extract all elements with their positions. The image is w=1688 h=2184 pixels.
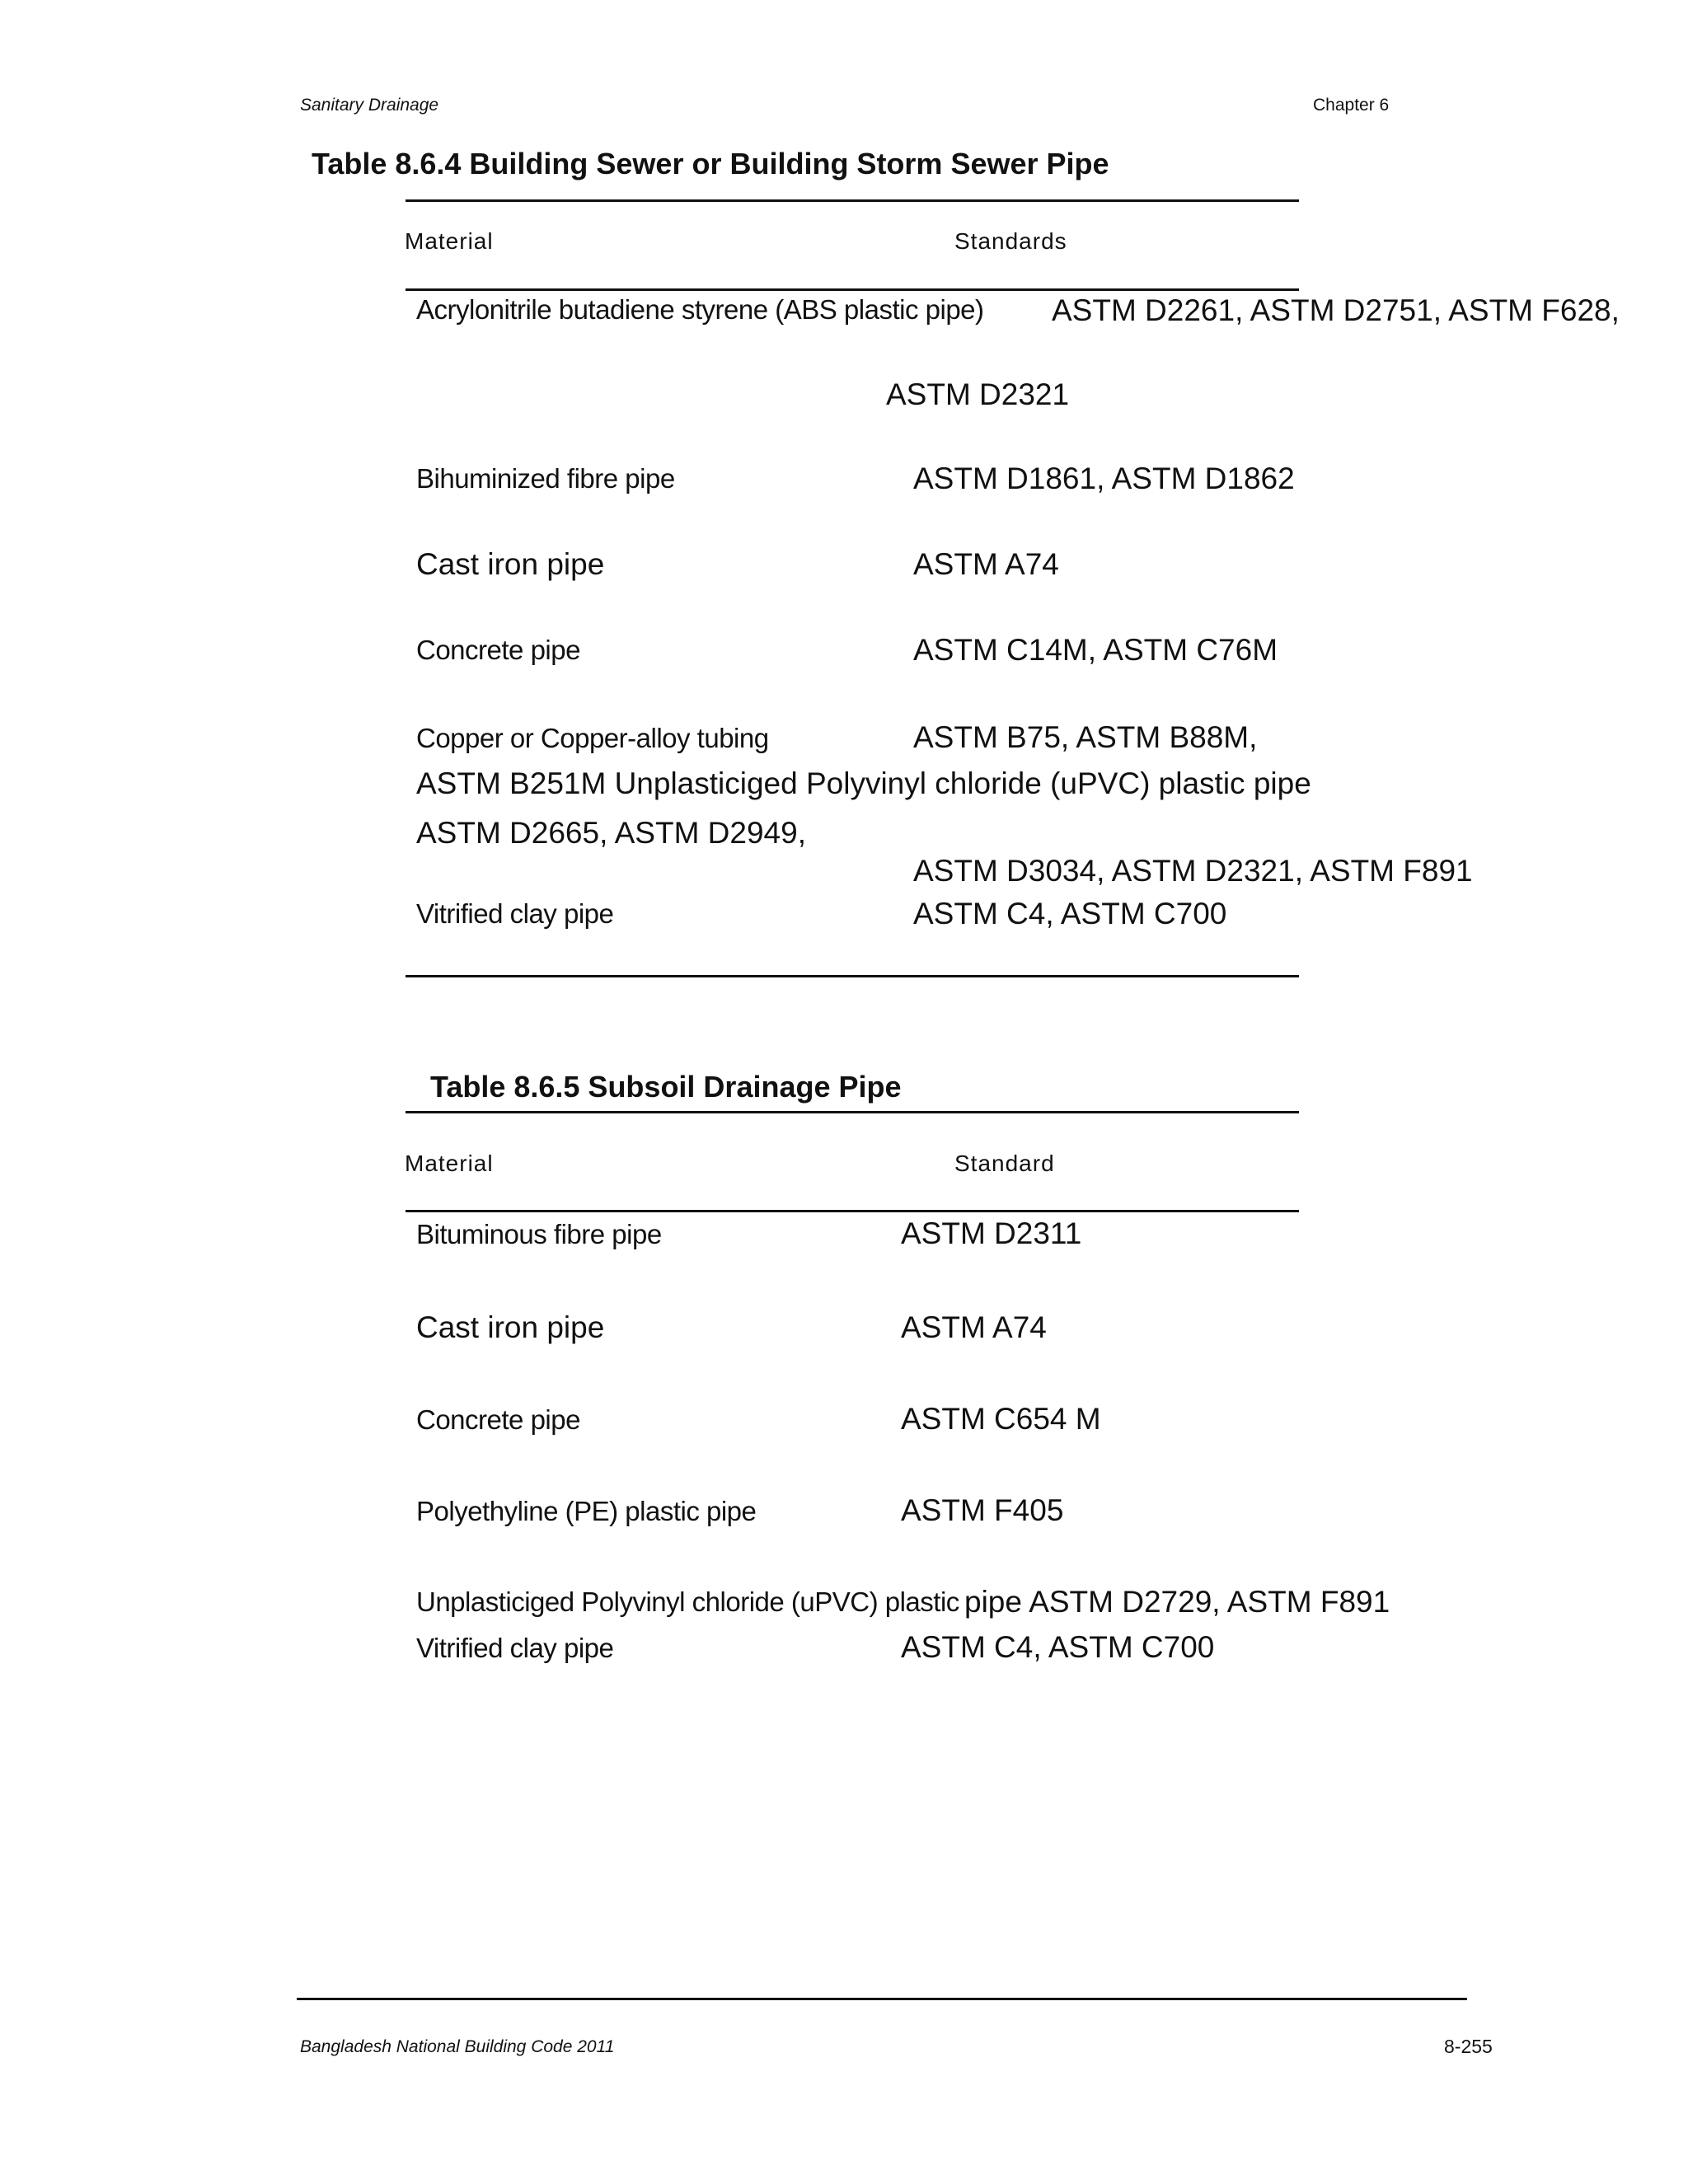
- column-header-material: Material: [405, 228, 494, 254]
- standards-cell: ASTM C4, ASTM C700: [913, 897, 1227, 930]
- standard-cell: ASTM C4, ASTM C700: [901, 1630, 1215, 1664]
- table-title: Table 8.6.4 Building Sewer or Building Storm Sewer Pipe: [312, 147, 1109, 180]
- running-header-section: Sanitary Drainage: [300, 96, 439, 115]
- standard-cell: ASTM F405: [901, 1493, 1064, 1527]
- table-title: Table 8.6.5 Subsoil Drainage Pipe: [430, 1070, 902, 1104]
- material-cell: Cast iron pipe: [416, 547, 605, 581]
- standard-cell: ASTM D2311: [901, 1216, 1082, 1250]
- standards-cell: ASTM C14M, ASTM C76M: [913, 633, 1278, 667]
- header-bottom-rule: [406, 288, 1299, 291]
- material-cell: Unplasticiged Polyvinyl chloride (uPVC) plastic: [416, 1586, 959, 1617]
- table-top-rule: [406, 199, 1299, 202]
- material-cell: ASTM B251M Unplasticiged Polyvinyl chloride (uPVC) plastic pipe: [416, 766, 1311, 800]
- material-cell: Concrete pipe: [416, 635, 580, 665]
- standard-cell: pipe ASTM D2729, ASTM F891: [964, 1585, 1390, 1619]
- material-cell: Acrylonitrile butadiene styrene (ABS plastic pipe): [416, 294, 984, 325]
- table-bottom-rule: [406, 975, 1299, 977]
- standards-cell: ASTM D2321: [886, 377, 1070, 411]
- material-cell: Vitrified clay pipe: [416, 898, 614, 929]
- material-cell: Bituminous fibre pipe: [416, 1219, 662, 1249]
- material-cell: Vitrified clay pipe: [416, 1633, 614, 1663]
- column-header-standard: Standard: [954, 1151, 1055, 1176]
- table-top-rule: [406, 1111, 1299, 1113]
- running-header-chapter: Chapter 6: [1313, 96, 1390, 115]
- material-cell: Polyethyline (PE) plastic pipe: [416, 1496, 757, 1526]
- header-bottom-rule: [406, 1210, 1299, 1212]
- footer-rule: [297, 1998, 1467, 2000]
- column-header-standards: Standards: [954, 228, 1067, 254]
- footer-publication: Bangladesh National Building Code 2011: [300, 2037, 615, 2056]
- standards-cell: ASTM D3034, ASTM D2321, ASTM F891: [913, 854, 1473, 888]
- standards-cell: ASTM D2261, ASTM D2751, ASTM F628,: [1052, 293, 1620, 327]
- material-cell: Concrete pipe: [416, 1404, 580, 1435]
- standards-cell: ASTM D1861, ASTM D1862: [913, 462, 1295, 495]
- standards-cell: ASTM D2665, ASTM D2949,: [416, 816, 806, 850]
- material-cell: Bihuminized fibre pipe: [416, 463, 675, 494]
- standard-cell: ASTM A74: [901, 1310, 1047, 1344]
- standard-cell: ASTM C654 M: [901, 1402, 1101, 1436]
- material-cell: Cast iron pipe: [416, 1310, 605, 1344]
- column-header-material: Material: [405, 1151, 494, 1176]
- material-cell: Copper or Copper-alloy tubing: [416, 723, 769, 753]
- standards-cell: ASTM B75, ASTM B88M,: [913, 720, 1258, 754]
- page-number: 8-255: [1444, 2036, 1493, 2057]
- standards-cell: ASTM A74: [913, 547, 1059, 581]
